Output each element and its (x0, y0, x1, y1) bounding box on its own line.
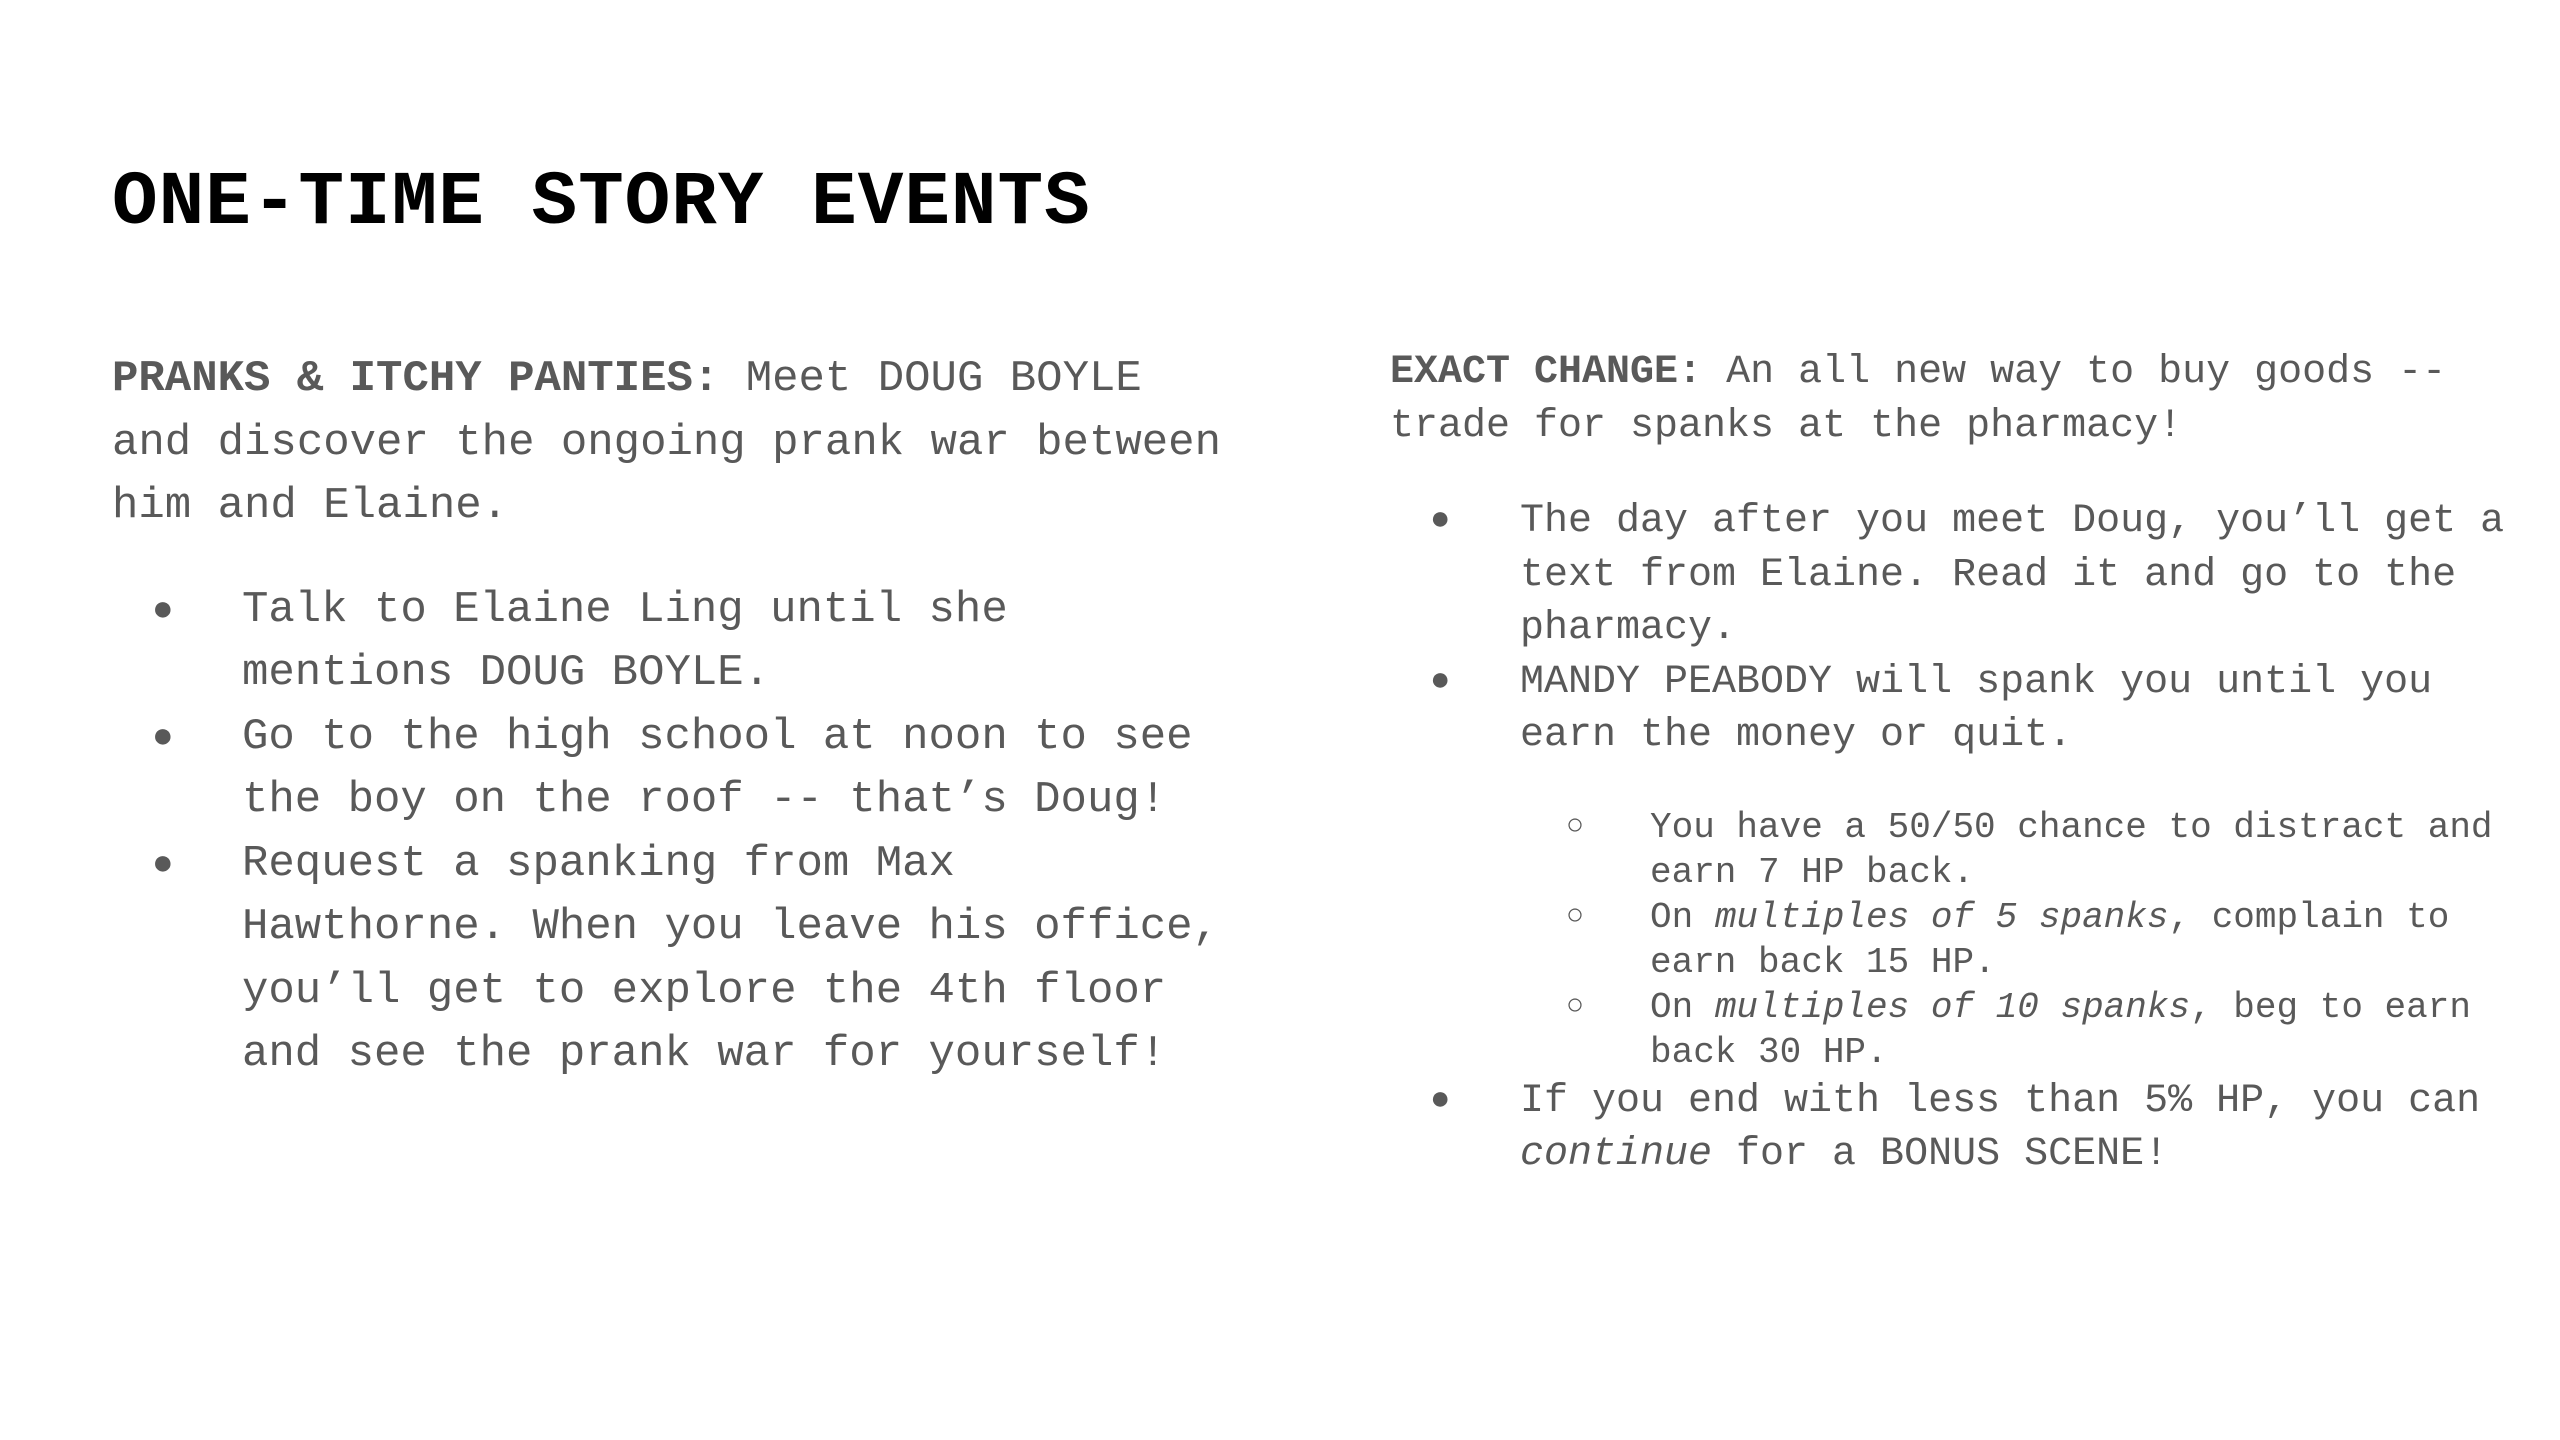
text-run: , complain to earn back 15 HP. (1650, 896, 2450, 983)
bullet-icon: ● (152, 716, 174, 758)
exact-change-section (1390, 346, 2540, 1182)
list-item-text: Request a spanking from Max Hawthorne. When you leave his office, you’ll get to explore the 4th floor and see the prank war for yourself! (242, 838, 1219, 1079)
text-run: , beg to earn back 30 HP. (1650, 986, 2471, 1073)
pranks-section (112, 348, 1232, 1087)
list-item (112, 706, 1232, 833)
emphasis-text: continue (1520, 1132, 1713, 1177)
sub-list-item-text (1650, 987, 2471, 1073)
list-item (1390, 495, 2540, 656)
sub-bullet-icon: ○ (1566, 989, 1585, 1024)
list-item-text: The day after you meet Doug, you’ll get a text from Elaine. Read it and go to the pharmacy. (1520, 499, 2505, 651)
sub-bullet-icon: ○ (1566, 899, 1585, 934)
exact-change-lead: EXACT CHANGE: (1390, 350, 1703, 395)
list-item (1390, 656, 2540, 1075)
sub-list-item (1520, 985, 2540, 1075)
text-run: for a BONUS SCENE! (1712, 1132, 2169, 1177)
list-item (112, 579, 1232, 706)
bullet-icon: ● (1430, 502, 1451, 540)
list-item (1390, 1075, 2540, 1182)
exact-change-bullet-list (1390, 495, 2540, 1182)
bullet-icon: ● (152, 843, 174, 885)
list-item (112, 833, 1232, 1087)
exact-change-intro (1390, 346, 2540, 453)
text-run: If you end with less than 5% HP, you can (1520, 1078, 2481, 1124)
bullet-icon: ● (1430, 662, 1451, 701)
exact-change-intro-text: An all new way to buy goods -- trade for spanks at the pharmacy! (1390, 350, 2447, 449)
list-item-text: Talk to Elaine Ling until she mentions DOUG BOYLE. (242, 584, 1008, 698)
list-item-text: Go to the high school at noon to see the boy on the roof -- that’s Doug! (242, 711, 1193, 825)
bullet-icon: ● (152, 589, 174, 631)
sub-list-item (1520, 805, 2540, 895)
pranks-lead: PRANKS & ITCHY PANTIES: (112, 354, 720, 404)
slide-title: ONE-TIME STORY EVENTS (112, 160, 1091, 246)
sub-bullet-list (1520, 805, 2540, 1075)
bullet-icon: ● (1430, 1081, 1451, 1120)
list-item-text (1520, 1079, 2480, 1178)
list-item-text: MANDY PEABODY will spank you until you earn the money or quit. (1520, 659, 2433, 758)
sub-list-item (1520, 895, 2540, 985)
text-run: On (1650, 986, 1715, 1028)
sub-bullet-icon: ○ (1566, 809, 1585, 844)
pranks-intro-text: Meet DOUG BOYLE and discover the ongoing prank war between him and Elaine. (112, 354, 1221, 531)
text-run: On (1650, 896, 1715, 938)
emphasis-text: multiples of 5 spanks (1714, 896, 2169, 938)
pranks-bullet-list (112, 579, 1232, 1087)
sub-list-item-text (1650, 897, 2449, 983)
emphasis-text: multiples of 10 spanks (1714, 986, 2191, 1028)
pranks-intro (112, 348, 1232, 539)
sub-list-item-text: You have a 50/50 chance to distract and earn 7 HP back. (1650, 806, 2493, 893)
